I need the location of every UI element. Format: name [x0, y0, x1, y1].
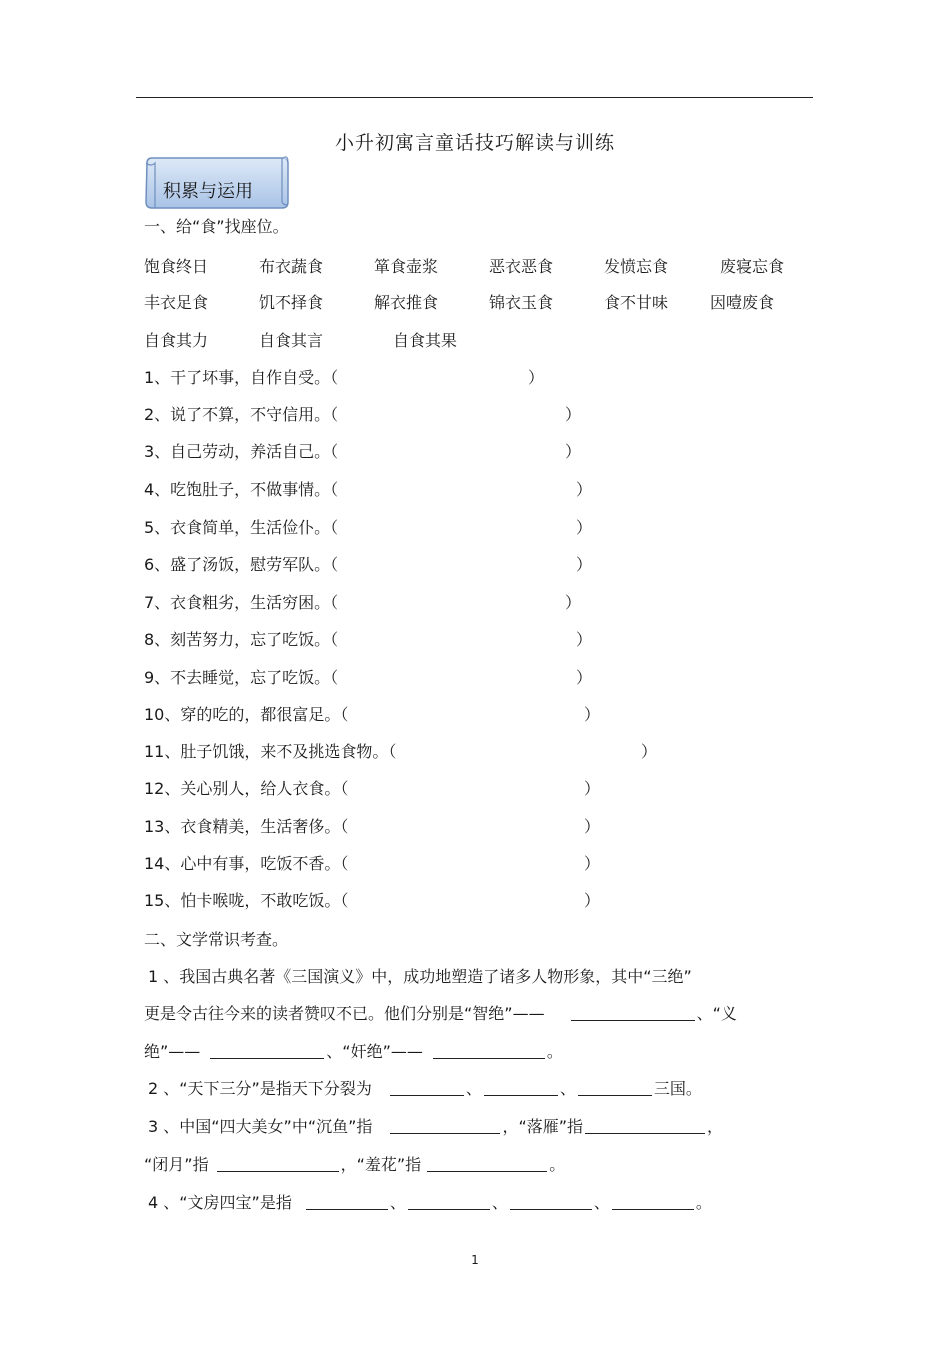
- answer-blank[interactable]: [408, 1192, 490, 1210]
- separator: 、: [389, 1193, 406, 1212]
- lit-q1-line2: [144, 1001, 737, 1024]
- answer-close-paren: ）: [584, 891, 601, 910]
- idiom-item: 丰衣足食: [144, 293, 209, 312]
- lit-q1-text: 、“奸绝”——: [326, 1042, 423, 1061]
- lit-q1-line1: 1 、我国古典名著《三国演义》中，成功地塑造了诸多人物形象，其中“三绝”: [148, 967, 692, 986]
- idiom-item: 自食其言: [259, 331, 324, 350]
- answer-blank[interactable]: [484, 1078, 558, 1096]
- answer-close-paren: ）: [584, 779, 601, 798]
- lit-q3-text: “闭月”指: [144, 1155, 209, 1174]
- question-item: 2、说了不算，不守信用。（: [144, 405, 339, 424]
- idiom-item: 解衣推食: [374, 293, 439, 312]
- answer-close-paren: ）: [576, 518, 593, 537]
- question-item: 14、心中有事，吃饭不香。（: [144, 854, 349, 873]
- idiom-item: 自食其力: [144, 331, 209, 350]
- answer-close-paren: ）: [565, 405, 582, 424]
- lit-q3-line1: [148, 1114, 723, 1137]
- idiom-item: 因噎废食: [710, 293, 775, 312]
- idiom-item: 锦衣玉食: [489, 293, 554, 312]
- lit-q4-text: 4 、“文房四宝”是指: [148, 1193, 292, 1212]
- question-item: 11、肚子饥饿，来不及挑选食物。（: [144, 742, 397, 761]
- separator: 、: [559, 1079, 576, 1098]
- page-title: 小升初寓言童话技巧解读与训练: [334, 132, 615, 154]
- idiom-item: 自食其果: [393, 331, 458, 350]
- question-item: 6、盛了汤饭，慰劳军队。（: [144, 555, 339, 574]
- answer-close-paren: ）: [565, 593, 582, 612]
- separator: 、: [465, 1079, 482, 1098]
- question-item: 5、衣食简单，生活俭仆。（: [144, 518, 339, 537]
- lit-q4-text: 。: [695, 1193, 712, 1212]
- lit-q3-text: ，“落雁”指: [502, 1117, 584, 1136]
- idiom-item: 箪食壶浆: [374, 257, 439, 276]
- lit-q3-line2: [144, 1152, 565, 1175]
- answer-close-paren: ）: [584, 705, 601, 724]
- page-number: 1: [471, 1253, 479, 1267]
- lit-q1-text: 更是令古往今来的读者赞叹不已。他们分别是“智绝”——: [144, 1004, 545, 1023]
- section-1-heading: 一、给“食”找座位。: [144, 217, 289, 236]
- answer-close-paren: ）: [576, 480, 593, 499]
- question-item: 13、衣食精美，生活奢侈。（: [144, 817, 349, 836]
- answer-blank[interactable]: [433, 1041, 545, 1059]
- idiom-item: 废寝忘食: [720, 257, 785, 276]
- answer-close-paren: ）: [528, 368, 545, 387]
- lit-q2-text: 三国。: [653, 1079, 702, 1098]
- lit-q3-text: 。: [549, 1155, 566, 1174]
- answer-blank[interactable]: [210, 1041, 324, 1059]
- answer-close-paren: ）: [584, 817, 601, 836]
- banner-label: 积累与运用: [163, 181, 253, 202]
- lit-q3-text: ，“羞花”指: [340, 1155, 422, 1174]
- lit-q1-text: 、“义: [696, 1004, 737, 1023]
- section-2-heading: 二、文学常识考查。: [144, 930, 289, 949]
- lit-q1-line3: [144, 1039, 563, 1062]
- answer-blank[interactable]: [571, 1003, 695, 1021]
- idiom-item: 发愤忘食: [604, 257, 669, 276]
- answer-close-paren: ）: [565, 442, 582, 461]
- header-rule: [136, 97, 813, 98]
- idiom-item: 饥不择食: [259, 293, 324, 312]
- lit-q1-text: 。: [546, 1042, 563, 1061]
- answer-close-paren: ）: [641, 742, 658, 761]
- answer-close-paren: ）: [584, 854, 601, 873]
- section-banner: [143, 155, 290, 213]
- lit-q2-text: 2 、“天下三分”是指天下分裂为: [148, 1079, 372, 1098]
- question-item: 15、怕卡喉咙，不敢吃饭。（: [144, 891, 349, 910]
- question-item: 10、穿的吃的，都很富足。（: [144, 705, 349, 724]
- lit-q1-text: 绝”——: [144, 1042, 201, 1061]
- answer-blank[interactable]: [390, 1078, 464, 1096]
- answer-close-paren: ）: [576, 668, 593, 687]
- idiom-item: 布衣蔬食: [259, 257, 324, 276]
- question-item: 9、不去睡觉，忘了吃饭。（: [144, 668, 339, 687]
- idiom-item: 恶衣恶食: [489, 257, 554, 276]
- question-item: 3、自己劳动，养活自己。（: [144, 442, 339, 461]
- answer-blank[interactable]: [585, 1116, 705, 1134]
- answer-blank[interactable]: [578, 1078, 652, 1096]
- question-item: 4、吃饱肚子，不做事情。（: [144, 480, 339, 499]
- answer-blank[interactable]: [510, 1192, 592, 1210]
- idiom-item: 饱食终日: [144, 257, 209, 276]
- answer-blank[interactable]: [306, 1192, 388, 1210]
- question-item: 8、刻苦努力，忘了吃饭。（: [144, 630, 339, 649]
- answer-blank[interactable]: [427, 1154, 547, 1172]
- lit-q4: [148, 1190, 712, 1213]
- question-item: 7、衣食粗劣，生活穷困。（: [144, 593, 339, 612]
- separator: 、: [491, 1193, 508, 1212]
- answer-blank[interactable]: [390, 1116, 500, 1134]
- idiom-item: 食不甘味: [604, 293, 669, 312]
- lit-q2: [148, 1076, 702, 1099]
- lit-q3-text: 3 、中国“四大美女”中“沉鱼”指: [148, 1117, 373, 1136]
- separator: 、: [593, 1193, 610, 1212]
- question-item: 1、干了坏事，自作自受。（: [144, 368, 339, 387]
- answer-close-paren: ）: [576, 555, 593, 574]
- lit-q3-text: ，: [707, 1117, 724, 1136]
- question-item: 12、关心别人，给人衣食。（: [144, 779, 349, 798]
- answer-blank[interactable]: [217, 1154, 339, 1172]
- answer-close-paren: ）: [576, 630, 593, 649]
- answer-blank[interactable]: [612, 1192, 694, 1210]
